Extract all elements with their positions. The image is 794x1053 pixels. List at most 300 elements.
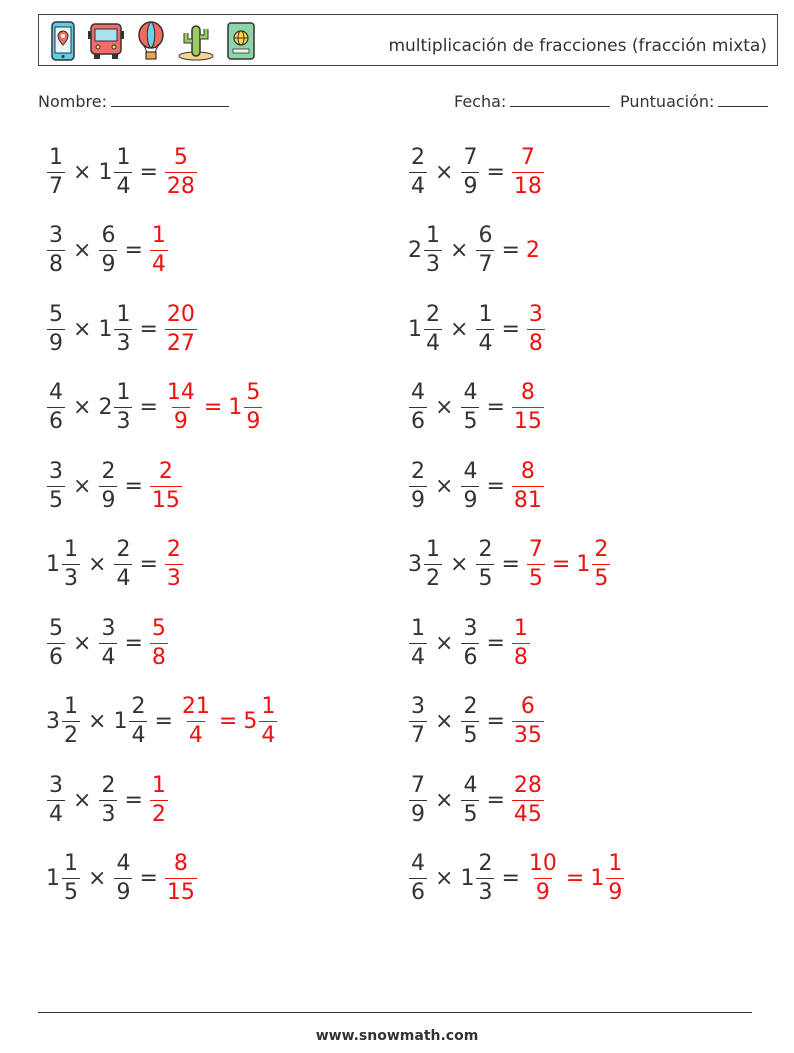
name-blank[interactable] — [111, 92, 229, 107]
factor-a — [46, 144, 66, 199]
fraction — [165, 382, 197, 433]
denominator: 5 — [463, 801, 478, 827]
answer-fraction — [511, 772, 545, 827]
denominator: 4 — [411, 173, 425, 199]
problem-7 — [46, 373, 263, 443]
integer: 2 — [525, 238, 540, 263]
problem-5 — [46, 294, 198, 364]
whole-part: 5 — [243, 709, 258, 734]
whole-part: 2 — [408, 238, 422, 263]
factor-b — [475, 225, 495, 276]
fraction — [47, 144, 65, 199]
denominator: 4 — [261, 723, 276, 748]
problem-4 — [408, 216, 541, 286]
score-label: Puntuación: — [620, 92, 715, 111]
denominator: 4 — [49, 801, 63, 827]
denominator: 3 — [426, 252, 440, 277]
denominator: 18 — [513, 173, 542, 199]
denominator: 15 — [166, 880, 195, 905]
denominator: 2 — [151, 801, 166, 827]
denominator: 2 — [426, 566, 440, 591]
equals-sign: = — [501, 552, 520, 577]
numerator: 3 — [463, 615, 478, 641]
denominator: 3 — [166, 566, 181, 591]
times-sign: × — [73, 473, 92, 499]
equals-sign: = — [124, 238, 143, 263]
answer — [149, 772, 169, 827]
times-sign: × — [88, 709, 107, 734]
name-label: Nombre: — [38, 92, 107, 111]
factor-a — [408, 539, 443, 590]
equals-sign: = — [501, 866, 520, 891]
answer-mixed — [243, 696, 278, 747]
times-sign: × — [73, 787, 92, 813]
numerator: 3 — [528, 301, 543, 327]
factor-b — [460, 144, 480, 199]
equals-sign: = — [218, 709, 238, 734]
fraction — [409, 458, 427, 513]
times-sign: × — [73, 630, 92, 656]
fraction — [512, 458, 544, 513]
denominator: 9 — [116, 880, 131, 905]
whole-part: 1 — [460, 866, 475, 891]
problem-10 — [408, 451, 545, 521]
factor-b — [460, 853, 495, 904]
factor-a — [46, 301, 66, 356]
denominator: 4 — [131, 723, 146, 748]
fraction — [99, 772, 117, 827]
answer — [511, 615, 531, 670]
factor-a — [408, 144, 428, 199]
answer — [526, 539, 611, 590]
times-sign: × — [435, 630, 454, 656]
numerator: 2 — [478, 851, 493, 876]
denominator: 6 — [49, 409, 63, 434]
answer-fraction — [149, 225, 169, 276]
factor-b — [113, 696, 148, 747]
denominator: 2 — [64, 723, 78, 748]
numerator: 1 — [513, 615, 528, 641]
denominator: 5 — [594, 566, 609, 591]
factor-b — [460, 615, 480, 670]
denominator: 9 — [246, 409, 261, 434]
numerator: 1 — [261, 694, 276, 719]
denominator: 28 — [166, 173, 195, 199]
equals-sign: = — [139, 552, 158, 577]
problem-13 — [46, 608, 169, 678]
fraction — [114, 853, 132, 904]
whole-part: 1 — [46, 552, 60, 577]
fraction — [150, 772, 168, 827]
equals-sign: = — [486, 709, 505, 734]
numerator: 4 — [463, 458, 478, 484]
equals-sign: = — [203, 395, 223, 420]
fraction — [180, 696, 212, 747]
numerator: 1 — [478, 301, 493, 327]
answer — [149, 615, 169, 670]
fraction — [527, 539, 545, 590]
fraction — [114, 144, 132, 199]
times-sign: × — [450, 316, 469, 342]
factor-a — [46, 382, 66, 433]
denominator: 8 — [49, 252, 63, 277]
denominator: 5 — [528, 566, 543, 591]
factor-b — [113, 539, 133, 590]
fraction — [165, 853, 197, 904]
denominator: 9 — [101, 252, 116, 277]
equals-sign: = — [486, 159, 505, 185]
numerator: 7 — [411, 772, 425, 798]
factor-a — [408, 772, 428, 827]
problem-15 — [46, 687, 278, 757]
denominator: 45 — [513, 801, 542, 827]
denominator: 6 — [411, 409, 425, 434]
fraction — [150, 458, 182, 513]
times-sign: × — [73, 395, 92, 420]
factor-a — [46, 772, 66, 827]
times-sign: × — [450, 238, 469, 263]
factor-b — [98, 225, 118, 276]
date-field — [454, 92, 610, 111]
answer — [164, 382, 263, 433]
problem-3 — [46, 216, 169, 286]
denominator: 7 — [478, 252, 493, 277]
factor-a — [46, 615, 66, 670]
equals-sign: = — [124, 473, 143, 499]
factor-b — [475, 301, 495, 356]
denominator: 6 — [411, 880, 425, 905]
fraction — [129, 696, 147, 747]
denominator: 8 — [528, 330, 543, 356]
times-sign: × — [435, 866, 454, 891]
numerator: 5 — [49, 615, 63, 641]
factor-b — [460, 696, 480, 747]
factor-b — [98, 772, 118, 827]
answer-mixed — [576, 539, 611, 590]
fraction — [62, 696, 80, 747]
fraction — [476, 853, 494, 904]
times-sign: × — [435, 473, 454, 499]
worksheet-header — [38, 14, 778, 66]
denominator: 9 — [535, 880, 550, 905]
times-sign: × — [73, 238, 92, 263]
fraction — [461, 615, 479, 670]
denominator: 6 — [463, 644, 478, 670]
factor-b — [98, 382, 133, 433]
name-field — [38, 92, 229, 111]
numerator: 3 — [49, 458, 63, 484]
fraction — [150, 615, 168, 670]
score-blank[interactable] — [718, 92, 768, 107]
numerator: 2 — [411, 144, 425, 170]
numerator: 5 — [173, 144, 188, 170]
equals-sign: = — [124, 787, 143, 813]
factor-b — [460, 772, 480, 827]
date-blank[interactable] — [510, 92, 610, 107]
denominator: 9 — [608, 880, 623, 905]
equals-sign: = — [486, 787, 505, 813]
denominator: 15 — [151, 487, 180, 513]
problem-14 — [408, 608, 531, 678]
whole-part: 1 — [98, 316, 113, 342]
passport-icon — [225, 21, 257, 61]
whole-part: 3 — [408, 552, 422, 577]
hot-air-balloon-icon — [135, 21, 167, 61]
answer-fraction — [149, 772, 169, 827]
denominator: 15 — [513, 409, 542, 434]
fraction — [150, 225, 168, 276]
answer-fraction — [164, 539, 184, 590]
answer-fraction — [511, 382, 545, 433]
fraction — [461, 458, 479, 513]
denominator: 9 — [411, 801, 425, 827]
answer — [511, 382, 545, 433]
numerator: 21 — [181, 694, 210, 719]
numerator: 2 — [594, 537, 609, 562]
fraction — [476, 225, 494, 276]
numerator: 3 — [49, 772, 63, 798]
times-sign: × — [450, 552, 469, 577]
whole-part: 3 — [46, 709, 60, 734]
answer-mixed — [228, 382, 263, 433]
numerator: 14 — [166, 380, 195, 405]
factor-b — [98, 144, 133, 199]
fraction — [512, 615, 530, 670]
numerator: 8 — [173, 851, 188, 876]
cactus-icon — [177, 21, 215, 61]
fraction — [592, 539, 610, 590]
whole-part: 1 — [46, 866, 60, 891]
numerator: 2 — [463, 694, 478, 719]
fraction — [476, 301, 494, 356]
answer-fraction — [164, 301, 198, 356]
factor-a — [408, 458, 428, 513]
whole-part: 2 — [98, 395, 113, 420]
numerator: 4 — [49, 380, 63, 405]
times-sign: × — [435, 709, 454, 734]
fraction — [62, 539, 80, 590]
footer-divider — [38, 1012, 752, 1013]
fraction — [409, 382, 427, 433]
denominator: 3 — [64, 566, 78, 591]
denominator: 81 — [513, 487, 542, 513]
denominator: 9 — [463, 173, 478, 199]
problem-1 — [46, 137, 198, 207]
times-sign: × — [435, 159, 454, 185]
answer-fraction — [511, 144, 545, 199]
whole-part: 1 — [408, 316, 422, 342]
fraction — [512, 144, 544, 199]
factor-a — [46, 696, 81, 747]
problem-6 — [408, 294, 546, 364]
equals-sign: = — [139, 395, 158, 420]
equals-sign: = — [501, 316, 520, 342]
fraction — [476, 539, 494, 590]
fraction — [409, 696, 427, 747]
factor-b — [460, 458, 480, 513]
factor-b — [98, 301, 133, 356]
fraction — [461, 772, 479, 827]
numerator: 1 — [49, 144, 63, 170]
answer — [526, 238, 541, 263]
denominator: 7 — [49, 173, 63, 199]
factor-a — [408, 225, 443, 276]
answer-fraction — [526, 238, 541, 263]
numerator: 3 — [411, 694, 425, 719]
denominator: 5 — [64, 880, 78, 905]
times-sign: × — [88, 866, 107, 891]
answer — [511, 696, 545, 747]
fraction — [512, 382, 544, 433]
factor-b — [460, 382, 480, 433]
answer — [526, 301, 546, 356]
denominator: 4 — [116, 173, 131, 199]
equals-sign: = — [486, 630, 505, 656]
numerator: 6 — [101, 223, 116, 248]
answer-fraction — [149, 615, 169, 670]
denominator: 4 — [101, 644, 116, 670]
fraction — [461, 696, 479, 747]
numerator: 1 — [116, 144, 131, 170]
times-sign: × — [435, 395, 454, 420]
numerator: 3 — [49, 223, 63, 248]
numerator: 28 — [513, 772, 542, 798]
factor-b — [475, 539, 495, 590]
numerator: 6 — [478, 223, 493, 248]
denominator: 9 — [463, 487, 478, 513]
denominator: 5 — [478, 566, 493, 591]
answer-fraction — [511, 696, 545, 747]
equals-sign: = — [501, 238, 520, 263]
whole-part: 1 — [590, 866, 605, 891]
numerator: 6 — [520, 694, 535, 719]
denominator: 3 — [116, 330, 131, 356]
whole-part: 1 — [576, 552, 591, 577]
factor-a — [46, 458, 66, 513]
fraction — [114, 539, 132, 590]
fraction — [99, 458, 117, 513]
answer — [511, 772, 545, 827]
fraction — [165, 539, 183, 590]
equals-sign: = — [139, 159, 158, 185]
equals-sign: = — [124, 630, 143, 656]
factor-b — [113, 853, 133, 904]
factor-a — [408, 382, 428, 433]
fraction — [47, 382, 65, 433]
numerator: 5 — [49, 301, 63, 327]
numerator: 1 — [116, 380, 131, 405]
fraction — [409, 615, 427, 670]
numerator: 3 — [101, 615, 116, 641]
numerator: 4 — [411, 851, 425, 876]
numerator: 10 — [528, 851, 557, 876]
denominator: 5 — [463, 723, 478, 748]
answer-mixed — [590, 853, 625, 904]
numerator: 1 — [64, 851, 78, 876]
fraction — [99, 615, 117, 670]
equals-sign: = — [565, 866, 585, 891]
equals-sign: = — [551, 552, 571, 577]
numerator: 1 — [64, 694, 78, 719]
answer — [149, 225, 169, 276]
problem-16 — [408, 687, 545, 757]
answer — [164, 144, 198, 199]
factor-b — [98, 615, 118, 670]
answer — [511, 458, 545, 513]
times-sign: × — [73, 316, 92, 342]
numerator: 1 — [411, 615, 425, 641]
answer — [164, 539, 184, 590]
fraction — [47, 615, 65, 670]
denominator: 4 — [411, 644, 425, 670]
factor-a — [46, 853, 81, 904]
whole-part: 1 — [113, 709, 128, 734]
numerator: 2 — [426, 301, 440, 327]
problem-12 — [408, 530, 611, 600]
fraction — [409, 144, 427, 199]
numerator: 1 — [151, 223, 166, 248]
numerator: 1 — [116, 301, 131, 327]
fraction — [259, 696, 277, 747]
numerator: 8 — [520, 380, 535, 405]
denominator: 4 — [116, 566, 131, 591]
numerator: 5 — [246, 380, 261, 405]
denominator: 3 — [101, 801, 116, 827]
answer-fraction — [526, 301, 546, 356]
problem-17 — [46, 765, 169, 835]
fraction — [47, 772, 65, 827]
worksheet-title: multiplicación de fracciones (fracción mixta) — [388, 36, 767, 56]
answer-fraction — [511, 615, 531, 670]
fraction — [409, 853, 427, 904]
whole-part: 1 — [228, 395, 243, 420]
fraction — [165, 144, 197, 199]
answer-fraction — [149, 458, 183, 513]
answer-fraction — [179, 696, 213, 747]
factor-a — [408, 696, 428, 747]
times-sign: × — [435, 787, 454, 813]
denominator: 35 — [513, 723, 542, 748]
denominator: 4 — [151, 252, 166, 277]
answer — [164, 301, 198, 356]
denominator: 27 — [166, 330, 195, 356]
denominator: 9 — [101, 487, 116, 513]
fraction — [606, 853, 624, 904]
answer-fraction — [526, 539, 546, 590]
factor-a — [408, 301, 443, 356]
numerator: 8 — [520, 458, 535, 484]
problem-19 — [46, 844, 198, 914]
numerator: 2 — [101, 458, 116, 484]
numerator: 1 — [426, 223, 440, 248]
fraction — [47, 225, 65, 276]
whole-part: 1 — [98, 159, 113, 185]
fraction — [47, 458, 65, 513]
date-label: Fecha: — [454, 92, 507, 111]
fraction — [114, 301, 132, 356]
answer — [149, 458, 183, 513]
numerator: 7 — [463, 144, 478, 170]
fraction — [527, 301, 545, 356]
fraction — [114, 382, 132, 433]
fraction — [461, 382, 479, 433]
fraction — [424, 225, 442, 276]
denominator: 3 — [116, 409, 131, 434]
fraction — [409, 772, 427, 827]
denominator: 9 — [49, 330, 63, 356]
answer — [526, 853, 625, 904]
denominator: 4 — [426, 330, 440, 356]
